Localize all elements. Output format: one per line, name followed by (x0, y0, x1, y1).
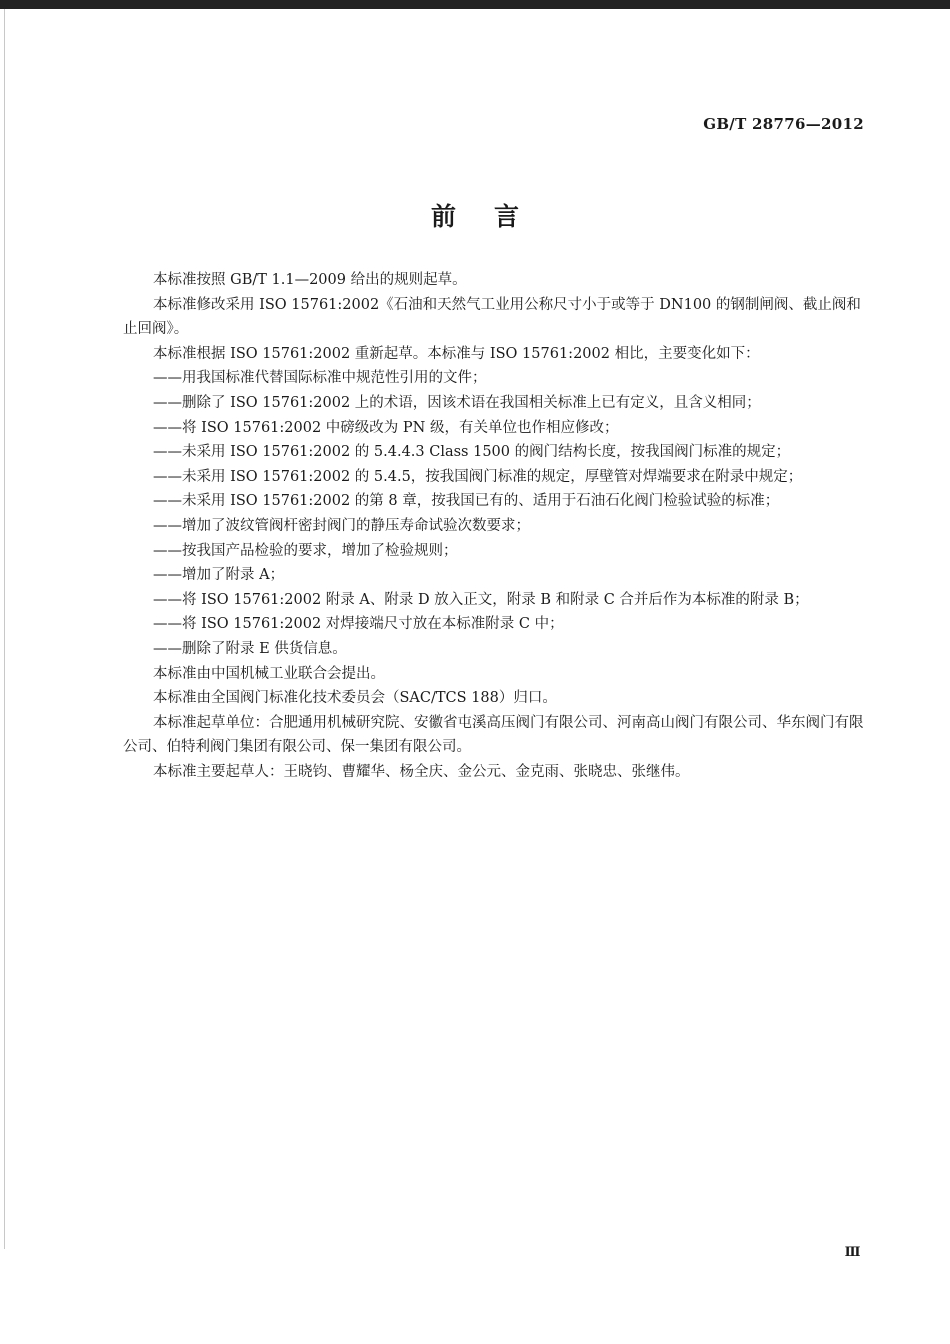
foreword-body (123, 268, 868, 784)
standard-code: GB/T 28776—2012 (703, 115, 864, 133)
change-item: ——用我国标准代替国际标准中规范性引用的文件； (153, 370, 487, 387)
change-item: ——删除了附录 E 供货信息。 (153, 640, 347, 657)
change-item: ——将 ISO 15761:2002 附录 A、附录 D 放入正文，附录 B 和附录 C 合并后作为本标准的附录 B； (153, 591, 809, 608)
page-number: Ⅲ (844, 1245, 860, 1260)
paragraph-proposer: 本标准由中国机械工业联合会提出。 (153, 665, 385, 682)
paragraph-adoption: 本标准修改采用 ISO 15761:2002《石油和天然气工业用公称尺寸小于或等于 DN100 的钢制闸阀、截止阀和止回阀》。 (123, 296, 861, 338)
paragraph-drafters: 本标准主要起草人：王晓钧、曹耀华、杨全庆、金公元、金克雨、张晓忠、张继伟。 (153, 763, 690, 780)
page-title: 前言 (430, 202, 557, 231)
paragraph-drafting-rules: 本标准按照 GB/T 1.1—2009 给出的规则起草。 (153, 272, 467, 288)
change-item: ——删除了 ISO 15761:2002 上的术语，因该术语在我国相关标准上已有定义，且含义相同； (153, 394, 761, 411)
change-item: ——将 ISO 15761:2002 对焊接端尺寸放在本标准附录 C 中； (153, 616, 564, 633)
change-item: ——增加了附录 A； (153, 567, 285, 584)
paragraph-committee: 本标准由全国阀门标准化技术委员会（SAC/TCS 188）归口。 (153, 690, 557, 707)
scan-left-edge (4, 9, 5, 1249)
change-item: ——未采用 ISO 15761:2002 的第 8 章，按我国已有的、适用于石油石化阀门检验试验的标准； (153, 493, 780, 510)
paragraph-changes-intro: 本标准根据 ISO 15761:2002 重新起草。本标准与 ISO 15761:2002 相比，主要变化如下： (153, 345, 760, 362)
change-item: ——按我国产品检验的要求，增加了检验规则； (153, 542, 458, 559)
change-item: ——将 ISO 15761:2002 中磅级改为 PN 级，有关单位也作相应修改； (153, 419, 619, 436)
paragraph-drafting-units: 本标准起草单位：合肥通用机械研究院、安徽省屯溪高压阀门有限公司、河南高山阀门有限公司、华东阀门有限公司、伯特利阀门集团有限公司、保一集团有限公司。 (123, 714, 864, 756)
change-item: ——未采用 ISO 15761:2002 的 5.4.5，按我国阀门标准的规定，厚壁管对焊端要求在附录中规定； (153, 468, 803, 485)
scan-top-border (0, 0, 950, 9)
change-item: ——未采用 ISO 15761:2002 的 5.4.4.3 Class 1500 的阀门结构长度，按我国阀门标准的规定； (153, 444, 791, 461)
change-item: ——增加了波纹管阀杆密封阀门的静压寿命试验次数要求； (153, 517, 530, 534)
